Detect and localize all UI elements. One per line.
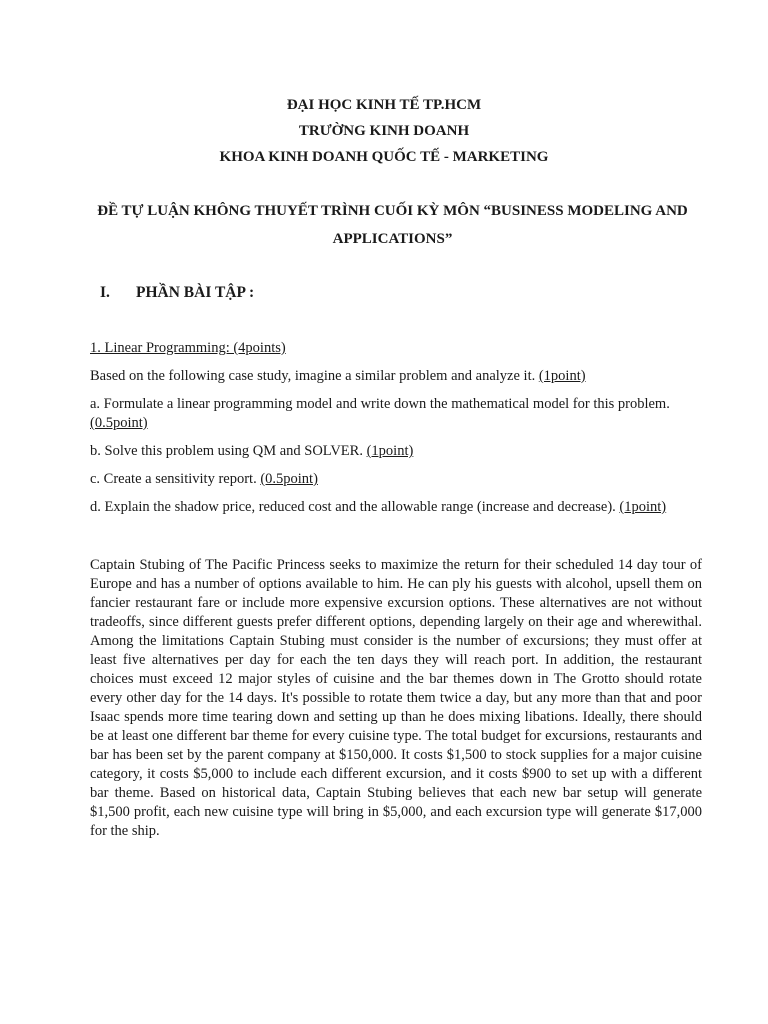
question-item-b (90, 442, 702, 461)
question-intro-text: Based on the following case study, imagine a similar problem and analyze it. (90, 368, 536, 384)
question-heading-text: 1. Linear Programming: (4points) (90, 340, 286, 356)
section-label: PHẦN BÀI TẬP : (136, 284, 255, 301)
question-a-text: a. Formulate a linear programming model and write down the mathematical model for this problem. (90, 396, 670, 412)
exam-title-line2: APPLICATIONS” (332, 231, 453, 247)
school-name: TRƯỜNG KINH DOANH (298, 123, 470, 139)
question-b-text: b. Solve this problem using QM and SOLVER. (90, 443, 363, 459)
question-a-points: (0.5point) (90, 415, 148, 431)
question-intro (90, 367, 702, 386)
question-intro-points: (1point) (538, 368, 586, 384)
section-number: I. (100, 284, 110, 301)
question-item-d (90, 498, 702, 517)
university-header (0, 92, 768, 170)
question-d-text: d. Explain the shadow price, reduced cost and the allowable range (increase and decrease). (90, 499, 616, 515)
question-b-points: (1point) (366, 443, 414, 459)
exam-title-line1: ĐỀ TỰ LUẬN KHÔNG THUYẾT TRÌNH CUỐI KỲ MÔN “BUSINESS MODELING AND (97, 203, 688, 219)
university-name: ĐẠI HỌC KINH TẾ TP.HCM (286, 97, 482, 113)
question-c-text: c. Create a sensitivity report. (90, 471, 257, 487)
question-c-points: (0.5point) (260, 471, 318, 487)
question-item-c (90, 470, 702, 489)
section-heading (100, 281, 254, 305)
exam-title (90, 197, 695, 253)
faculty-name: KHOA KINH DOANH QUỐC TẾ - MARKETING (219, 149, 549, 165)
case-study-paragraph: Captain Stubing of The Pacific Princess seeks to maximize the return for their scheduled 14 day tour of Europe and has a number of options available to him. He can ply his guests with alcohol, upsell them on fancier restaurant fare or include more expensive excursion options. These alternatives are not without tradeoffs, since different guests prefer different options, depending largely on their age and wherewithal. Among the limitations Captain Stubing must consider is the number of excursions; they must offer at least five alternatives per day for each the ten days they will reach port. In addition, the restaurant choices must exceed 12 major styles of cuisine and the bar themes down in The Grotto should rotate every other day for the 14 days. It's possible to rotate them twice a day, but any more than that and poor Isaac spends more time tearing down and setting up than he does mixing libations. Ideally, there should be at least one different bar theme for every cuisine type. The total budget for excursions, restaurants and bar has been set by the parent company at $150,000. It costs $1,500 to stock supplies for a major cuisine category, it costs $5,000 to include each different excursion, and it costs $900 to set up with a different bar theme. Based on historical data, Captain Stubing believes that each new bar setup will generate $1,500 profit, each new cuisine type will bring in $5,000, and each excursion type will generate $17,000 for the ship. (90, 557, 702, 839)
question-d-points: (1point) (619, 499, 667, 515)
question-heading (90, 339, 702, 358)
question-item-a (90, 395, 702, 433)
